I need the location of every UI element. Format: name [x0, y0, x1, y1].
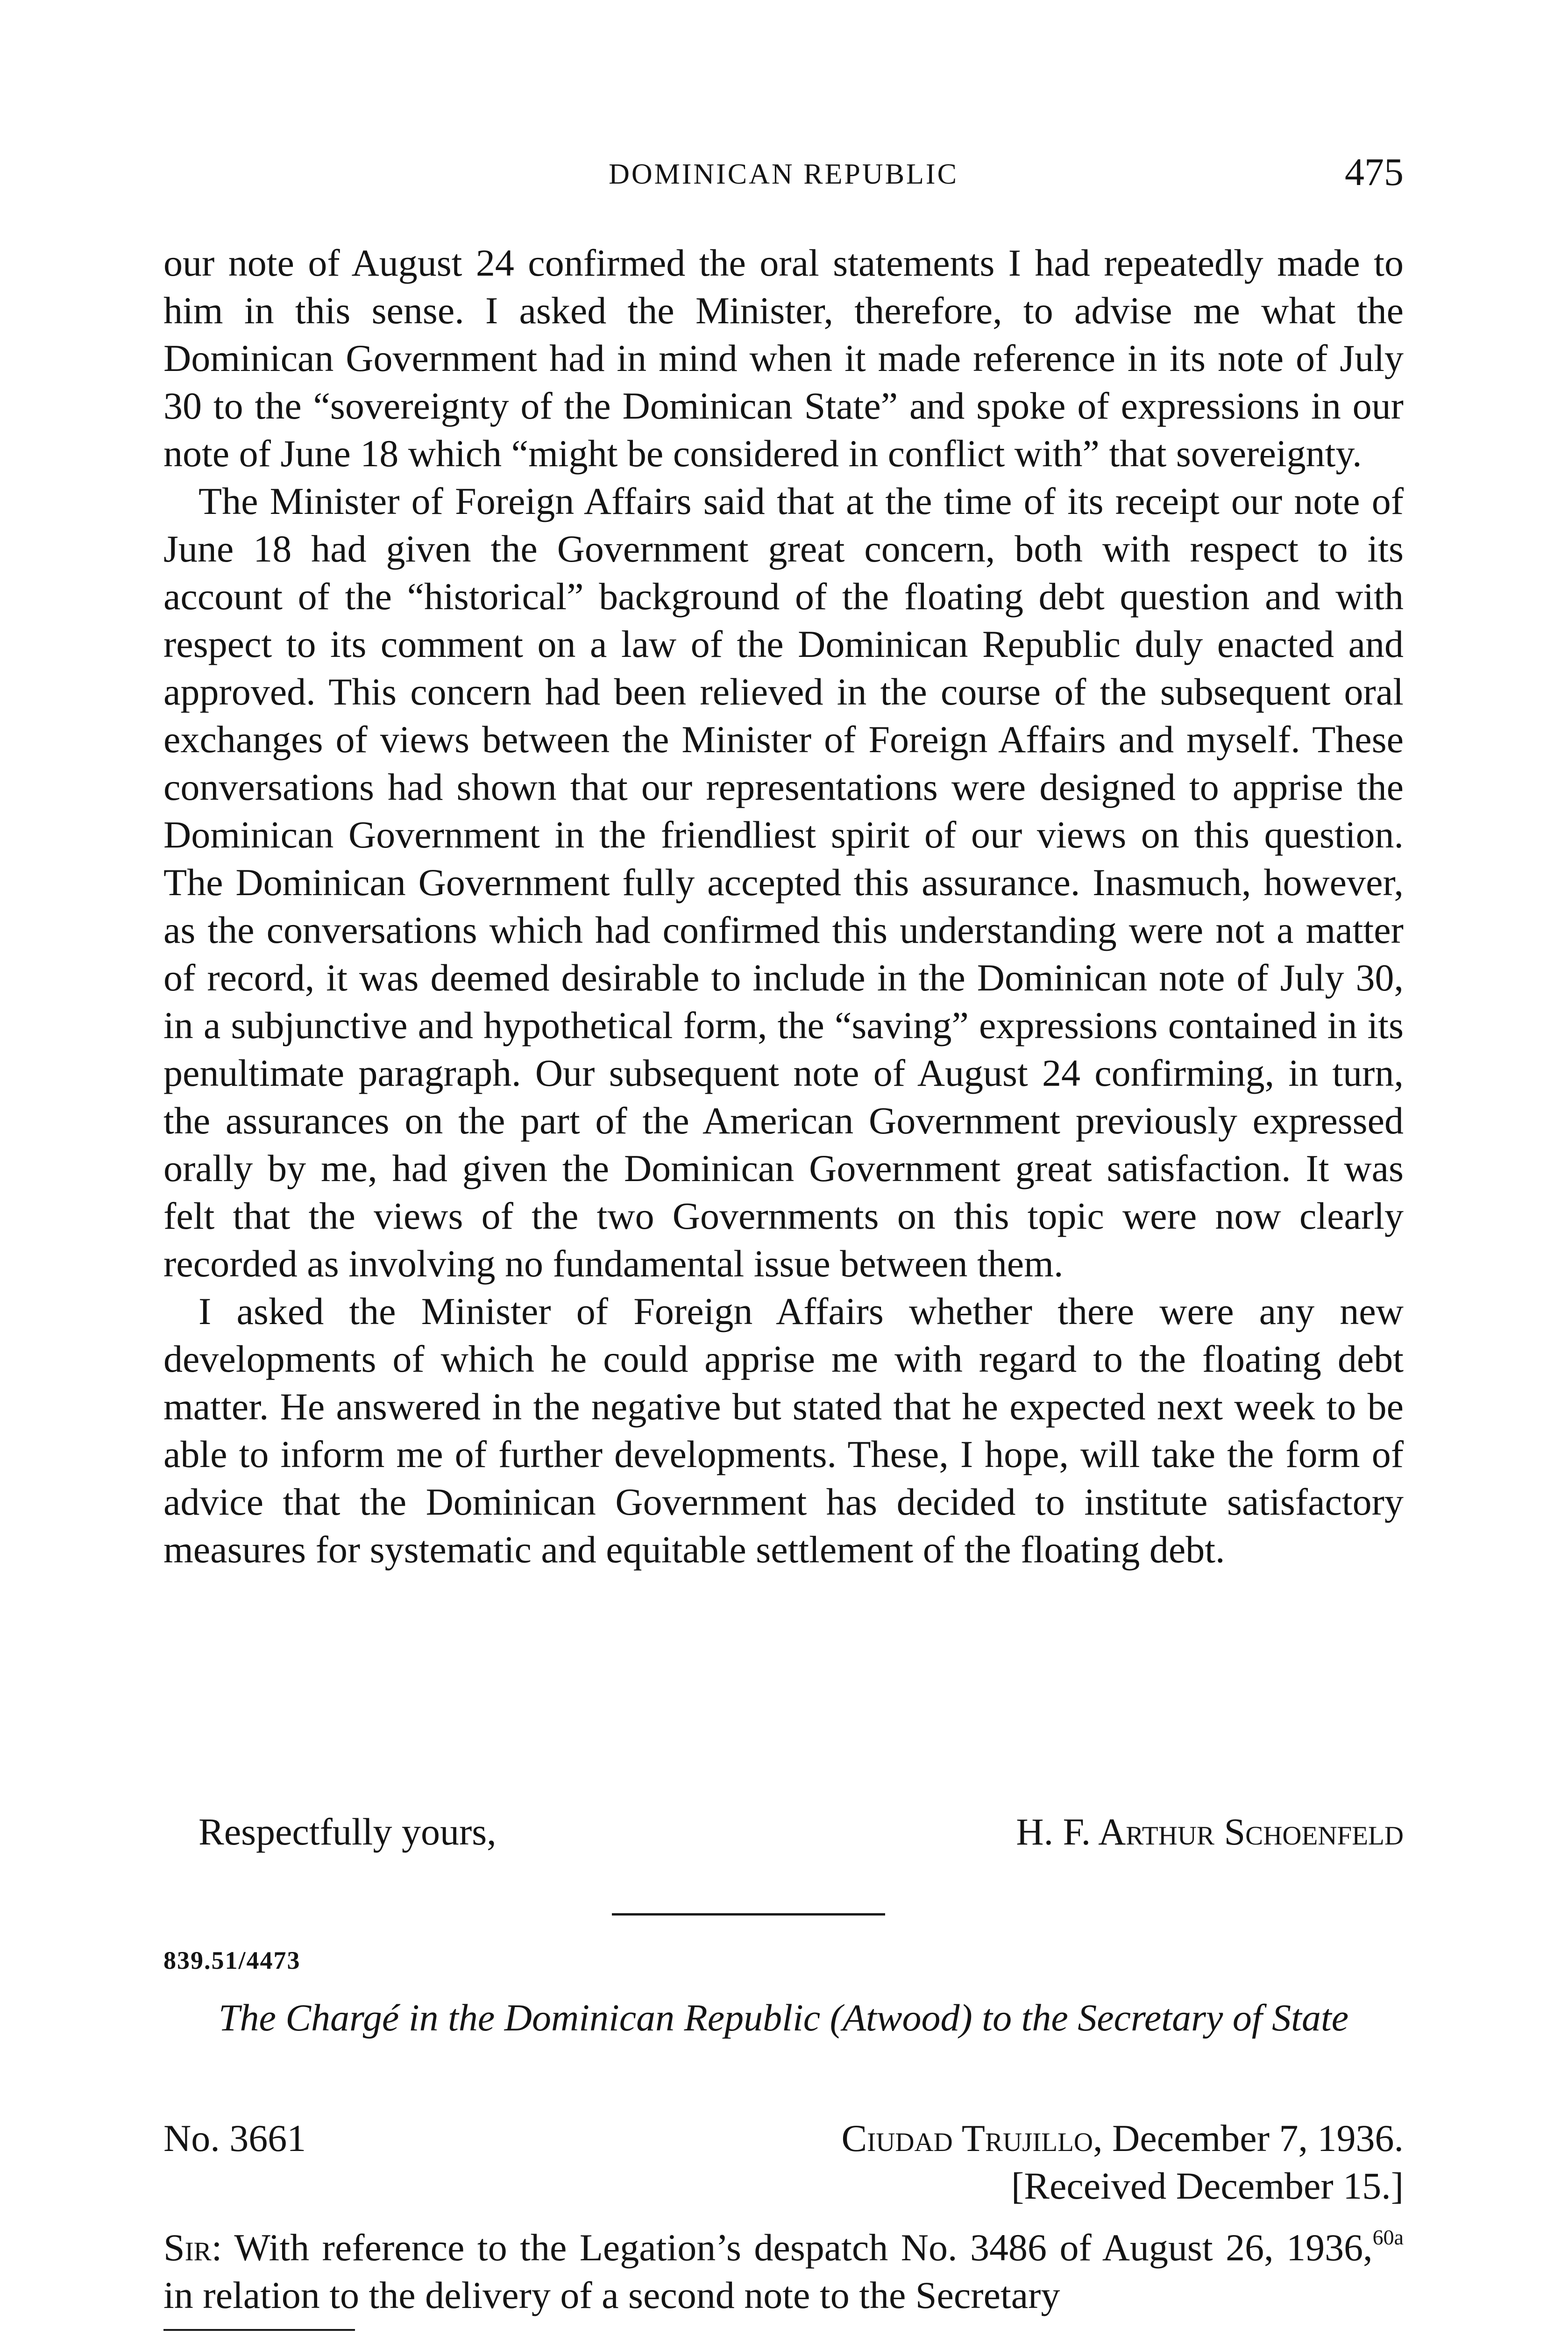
page-number: 475 [1345, 150, 1404, 194]
letter-text-part2: in relation to the delivery of a second note to the Secretary [163, 2274, 1060, 2316]
paragraph-continuation: our note of August 24 confirmed the oral statements I had repeatedly made to him in this sense. I asked the Minister, therefore, to advise me what the Dominican Government had in mind when it made reference in its note of July 30 to the “sovereignty of the Dominican State” and spoke of expressions in our note of June 18 which “might be considered in conflict with” that sovereignty. [163, 242, 1404, 475]
dispatch-place-date [842, 2116, 1404, 2160]
signer: H. F. Arthur Schoenfeld [1016, 1810, 1404, 1853]
dispatch-number: No. 3661 [163, 2117, 306, 2159]
paragraph-floating-debt: I asked the Minister of Foreign Affairs whether there were any new developments of which he could apprise me with regard to the floating debt matter. He answered in the negative but stated that he expected next week to be able to inform me of further developments. These, I hope, will take the form of advice that the Dominican Government has decided to institute satisfactory measures for systematic and equitable settlement of the floating debt. [163, 1290, 1404, 1571]
salutation: Sir: [163, 2226, 222, 2269]
file-number: 839.51/4473 [163, 1946, 301, 1974]
paragraph-minister-response: The Minister of Foreign Affairs said that at the time of its receipt our note of June 18 had given the Government great concern, both with respect to its account of the “historical” background of the floating debt question and with respect to its comment on a law of the Dominican Republic duly enacted and approved. This concern had been relieved in the course of the subsequent oral exchanges of views between the Minister of Foreign Affairs and myself. These conversations had shown that our representations were designed to apprise the Dominican Government in the friendliest spirit of our views on this question. The Dominican Government fully accepted this assurance. Inasmuch, however, as the conversations which had confirmed this understanding were not a matter of record, it was deemed desirable to include in the Dominican note of July 30, in a subjunctive and hypothetical form, the “saving” expressions contained in its penultimate paragraph. Our subsequent note of August 24 confirming, in turn, the assurances on the part of the American Government previously expressed orally by me, had given the Dominican Government great satisfaction. It was felt that the views of the two Governments on this topic were now clearly recorded as involving no fundamental issue between them. [163, 480, 1404, 1285]
footnote-divider [163, 2329, 355, 2331]
page-header [163, 150, 1404, 201]
footnote-reference: 60a [1372, 2225, 1404, 2249]
signoff [163, 1808, 1404, 1859]
section-divider [612, 1913, 885, 1916]
received-date: [Received December 15.] [1011, 2165, 1404, 2207]
closing: Respectfully yours, [199, 1810, 497, 1853]
document-title: The Chargé in the Dominican Republic (Atwood) to the Secretary of State [218, 1996, 1349, 2039]
body-text [163, 239, 1404, 1574]
dispatch-date: December 7, 1936. [1112, 2117, 1404, 2159]
dispatch-city: Ciudad Trujillo, [841, 2117, 1103, 2159]
letter-text-part1: With reference to the Legation’s despatch No. 3486 of August 26, 1936, [234, 2226, 1373, 2269]
running-head: DOMINICAN REPUBLIC [609, 158, 958, 190]
letter-opening [163, 2224, 1404, 2319]
